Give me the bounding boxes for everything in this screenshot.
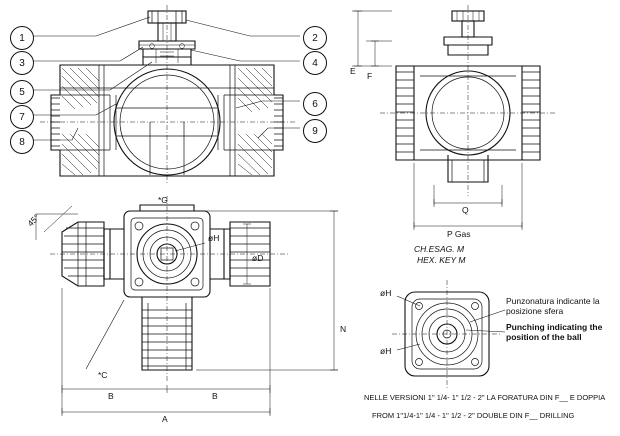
dimension-label-Q: Q: [462, 205, 469, 215]
dimension-label-F: F: [367, 71, 373, 81]
dimension-label-p-gas: P Gas: [447, 229, 471, 239]
dimension-label-C: *C: [98, 370, 108, 380]
callout-leaders-view1: [33, 17, 300, 140]
callout-1[interactable]: [10, 26, 34, 50]
hex-key-label-it: CH.ESAG. M: [414, 244, 465, 254]
callout-3[interactable]: [10, 51, 34, 75]
drilling-note-it: NELLE VERSIONI 1" 1/4- 1" 1/2 - 2" LA FORATURA DIN F__ E DOPPIA: [364, 393, 606, 402]
view-section-front: [40, 5, 295, 185]
dimension-label-B-left: B: [108, 391, 114, 401]
callout-9-label: 9: [312, 125, 318, 137]
callout-5-label: 5: [19, 86, 25, 98]
punching-note-en-line1: Punching indicating the: [506, 322, 603, 332]
view-ball-top-face: [392, 280, 505, 388]
punching-note-it-line2: posizione sfera: [506, 306, 564, 316]
view-elevation-right: [352, 5, 556, 230]
drilling-note-en: FROM 1"1/4-1" 1/4 - 1" 1/2 - 2" DOUBLE DIN F__ DRILLING: [372, 411, 575, 420]
dimension-label-angle-45: 45°: [25, 212, 42, 229]
dimension-label-oH-top: øH: [380, 288, 392, 298]
punching-note-en-line2: position of the ball: [506, 332, 582, 342]
callout-9[interactable]: [303, 119, 327, 143]
callout-4-label: 4: [312, 57, 318, 69]
callout-7[interactable]: [10, 105, 34, 129]
callout-1-label: 1: [19, 32, 25, 44]
dimension-label-oH-plan: øH: [208, 233, 220, 243]
dimension-label-B-right: B: [212, 391, 218, 401]
callout-8[interactable]: [10, 130, 34, 154]
callout-5[interactable]: [10, 80, 34, 104]
callout-4[interactable]: [303, 51, 327, 75]
callout-6-label: 6: [312, 98, 318, 110]
dimension-label-oH-bottom: øH: [380, 346, 392, 356]
callout-7-label: 7: [19, 111, 25, 123]
callout-2-label: 2: [312, 32, 318, 44]
view-plan-bottom: [36, 196, 338, 416]
callout-3-label: 3: [19, 57, 25, 69]
callout-2[interactable]: [303, 26, 327, 50]
dimension-label-E: E: [350, 66, 356, 76]
punching-note-it-line1: Punzonatura indicante la: [506, 296, 600, 306]
callout-6[interactable]: [303, 92, 327, 116]
dimension-label-A: A: [162, 414, 168, 424]
dimension-label-G: *G: [158, 195, 168, 205]
callout-8-label: 8: [19, 136, 25, 148]
hex-key-label-en: HEX. KEY M: [417, 255, 466, 265]
dimension-label-N: N: [340, 324, 347, 334]
dimension-label-oD: øD: [252, 253, 264, 263]
